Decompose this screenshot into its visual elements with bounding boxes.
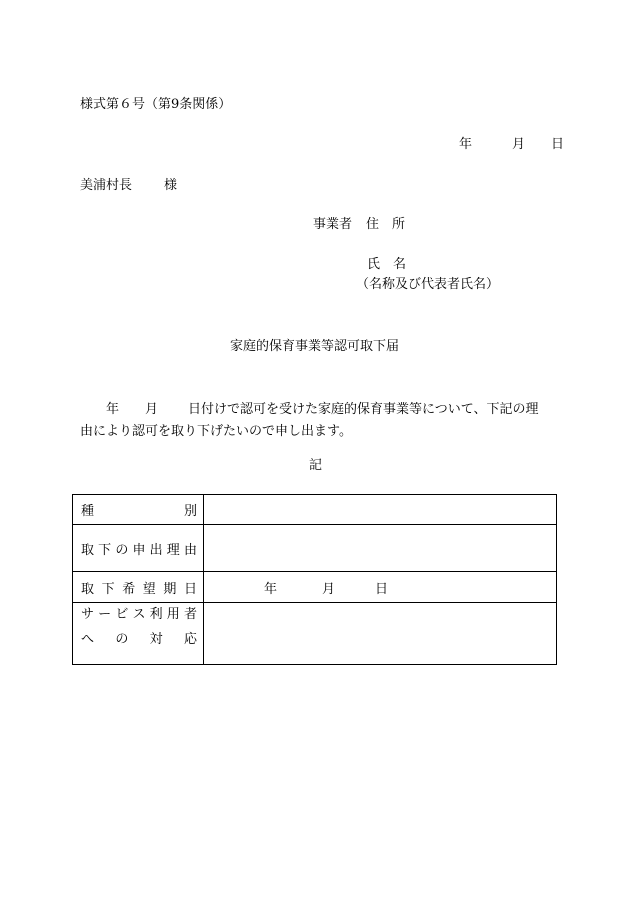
desired-day: 日 xyxy=(375,581,389,597)
date-month: 月 xyxy=(512,137,526,152)
desired-date-value[interactable] xyxy=(204,572,557,603)
date-day: 日 xyxy=(551,137,565,152)
form-number: 様式第６号（第9条関係） xyxy=(80,97,232,112)
applicant-role: 事業者 xyxy=(313,217,353,232)
service-response-label: サ ー ビ ス 利 用 者 へ の 対 応 xyxy=(73,603,204,665)
service-response-value[interactable] xyxy=(204,603,557,665)
reason-value[interactable] xyxy=(204,525,557,572)
reason-label: 取 下 の 申 出 理 由 xyxy=(73,525,204,572)
body-year: 年 xyxy=(106,402,120,417)
ki-heading: 記 xyxy=(309,458,323,473)
applicant-name-label: 氏 名 xyxy=(367,257,407,272)
form-table xyxy=(72,494,557,665)
type-label: 種 別 xyxy=(73,495,204,525)
table-row-service-response xyxy=(73,603,557,665)
date-line xyxy=(459,138,564,151)
body-sentence: 日付けで認可を受けた家庭的保育事業等について、下記の理由により認可を取り下げたいので申し出ます。 xyxy=(80,402,539,439)
addressee-name: 美浦村長 xyxy=(80,178,133,193)
date-year: 年 xyxy=(459,137,473,152)
body-month: 月 xyxy=(145,402,159,417)
desired-year: 年 xyxy=(264,581,278,597)
table-row-reason xyxy=(73,525,557,572)
desired-date-label: 取 下 希 望 期 日 xyxy=(73,572,204,603)
desired-month: 月 xyxy=(322,581,336,597)
table-row-type xyxy=(73,495,557,525)
addressee-honorific: 様 xyxy=(164,178,178,193)
addressee xyxy=(80,179,177,192)
applicant-name-note: （名称及び代表者氏名） xyxy=(356,277,500,292)
body-text xyxy=(80,399,550,443)
type-value[interactable] xyxy=(204,495,557,525)
document-title: 家庭的保育事業等認可取下届 xyxy=(230,339,400,354)
table-row-date xyxy=(73,572,557,603)
applicant-address xyxy=(313,218,405,231)
applicant-address-label: 住 所 xyxy=(366,217,406,232)
